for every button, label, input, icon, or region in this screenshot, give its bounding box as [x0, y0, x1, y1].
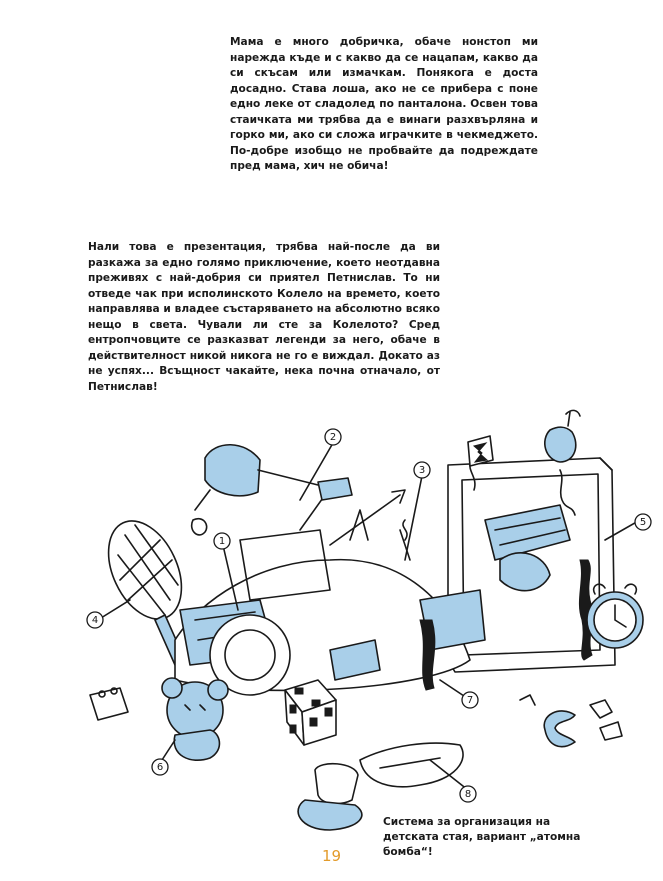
- svg-text:3: 3: [418, 465, 426, 476]
- svg-text:7: 7: [466, 695, 474, 706]
- svg-text:8: 8: [464, 789, 472, 800]
- svg-text:5: 5: [639, 517, 647, 528]
- callout-7: [462, 692, 478, 708]
- callout-1: [214, 533, 230, 549]
- story-paragraph: Нали това е презентация, трябва най-после да ви разкажа за едно голямо приключение, което неотдавна преживях с най-добрия си приятел Петнислав. То ни отведе чак при исполинското Колело на времето, което направлява и владее състаряването на абсолютно всяко нещо в света. Чували ли сте за Колелото? Сред ентропчовците се разказват легенди за него, обаче в действителност никой никога не го е виждал. Докато аз не успях... Всъщност чакайте, нека почна отначало, от Петнислав!: [88, 241, 440, 393]
- svg-text:6: 6: [156, 762, 164, 773]
- callout-5: [635, 514, 651, 530]
- svg-text:2: 2: [329, 432, 337, 443]
- spilled-mug-drawing: [298, 764, 362, 830]
- svg-text:1: 1: [218, 536, 226, 547]
- teddy-bear-drawing: [162, 678, 228, 760]
- illustration-caption: Система за организация на детската стая, вариант „атомна бомба“!: [383, 816, 581, 858]
- callout-6: [152, 759, 168, 775]
- desk-lamp-drawing: [192, 445, 352, 535]
- svg-text:4: 4: [91, 615, 99, 626]
- letter-block-drawing: [544, 711, 575, 747]
- lego-brick-drawing: [90, 688, 128, 720]
- callout-2: [325, 429, 341, 445]
- sock-drawing: [360, 743, 463, 787]
- callout-4: [87, 612, 103, 628]
- hourglass-box-drawing: [468, 436, 493, 466]
- alarm-clock-drawing: [587, 584, 643, 648]
- page-number: 19: [321, 847, 342, 865]
- callout-3: [414, 462, 430, 478]
- callout-8: [460, 786, 476, 802]
- intro-paragraph: Мама е много добричка, обаче нонстоп ми нарежда къде и с какво да се нацапам, какво да си скъсам или измачкам. Понякога е доста досадно. Става лоша, ако не се прибера с поне едно леке от сладолед по панталона. Освен това стаичката ми трябва да е винаги разхвърляна и горко ми, ако си сложа играчките в чекмеджето. По-добре изобщо не пробвайте да подреждате пред мама, хич не обича!: [230, 36, 538, 172]
- apple-core-drawing: [545, 410, 580, 462]
